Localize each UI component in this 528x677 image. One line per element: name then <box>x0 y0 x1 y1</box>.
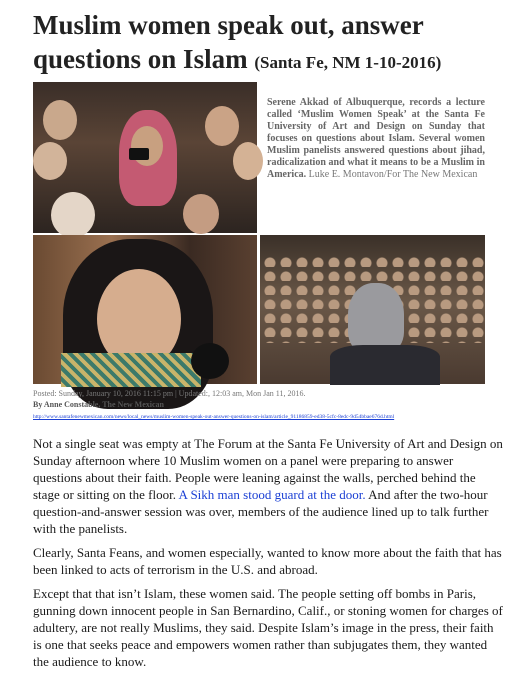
article-body <box>33 435 503 677</box>
photo-audience-recording <box>33 82 257 233</box>
photo-speaker-closeup <box>33 235 257 384</box>
article-url-link[interactable]: http://www.santafenewmexican.com/news/local_news/muslim-women-speak-out-answer-questions-on-islam/article_91186859-ed38-5cfc-8edc-9d54bbae676d.html <box>33 414 395 420</box>
caption-lead: Serene Akkad of Albuquerque, records a lecture called ‘Muslim Women Speak’ at the Santa Fe University of Art and Design on Sunday that focuses on questions about Islam. Several women Muslim panelists answered questions about jihad, radicalization and what it means to be a Muslim in America. <box>267 97 485 180</box>
paragraph: Except that that isn’t Islam, these women said. The people setting off bombs in Paris, gunning down innocent people in San Bernardino, Calif., or stoning women for charges of adultery, are not really Muslims, they said. Despite Islam’s image in the press, their faith is one that seeks peace and empowers women rather than subjugates them, they wanted the audience to know. <box>33 586 503 669</box>
audience-face <box>205 106 239 146</box>
audience-face <box>131 126 163 166</box>
article-meta <box>33 388 503 423</box>
speaker-back <box>330 345 440 385</box>
photo-caption <box>267 97 485 181</box>
sikh-guard-link[interactable]: A Sikh man stood guard at the door. <box>178 487 366 502</box>
paragraph-text: And after the two-hour question-and-answer session was over, members of the audience lined up to talk further with the panelists. <box>33 487 489 536</box>
microphone <box>191 343 229 379</box>
audience-face <box>33 142 67 180</box>
phone <box>129 148 149 160</box>
paragraph <box>33 435 503 537</box>
paragraph: Clearly, Santa Feans, and women especially, wanted to know more about the faith that has been linked to acts of terrorism in the U.S. and abroad. <box>33 545 502 577</box>
patterned-scarf <box>61 353 201 387</box>
grey-hijab-woman <box>348 283 404 353</box>
audience-face <box>233 142 263 180</box>
audience-face <box>43 100 77 140</box>
audience-face <box>51 192 95 238</box>
headline <box>33 8 503 80</box>
headline-text: Muslim women speak out, answer questions on Islam <box>33 10 424 74</box>
audience-face <box>183 194 219 234</box>
paragraph-text: Not a single seat was empty at The Forum at the Santa Fe University of Art and Design on Sunday afternoon where 10 Muslim women on a panel were preparing to answer questions about their faith. People were leaning against the walls, perched behind the stage or sitting on the floor. <box>33 436 503 502</box>
photo-forum-crowd <box>260 235 485 384</box>
byline: By Anne Constable, The New Mexican <box>33 400 164 409</box>
caption-credit: Luke E. Montavon/For The New Mexican <box>308 169 478 180</box>
posted-date: Posted: Sunday, January 10, 2016 11:15 pm | Updated:, 12:03 am, Mon Jan 11, 2016. <box>33 389 306 398</box>
dateline: (Santa Fe, NM 1-10-2016) <box>254 53 442 72</box>
